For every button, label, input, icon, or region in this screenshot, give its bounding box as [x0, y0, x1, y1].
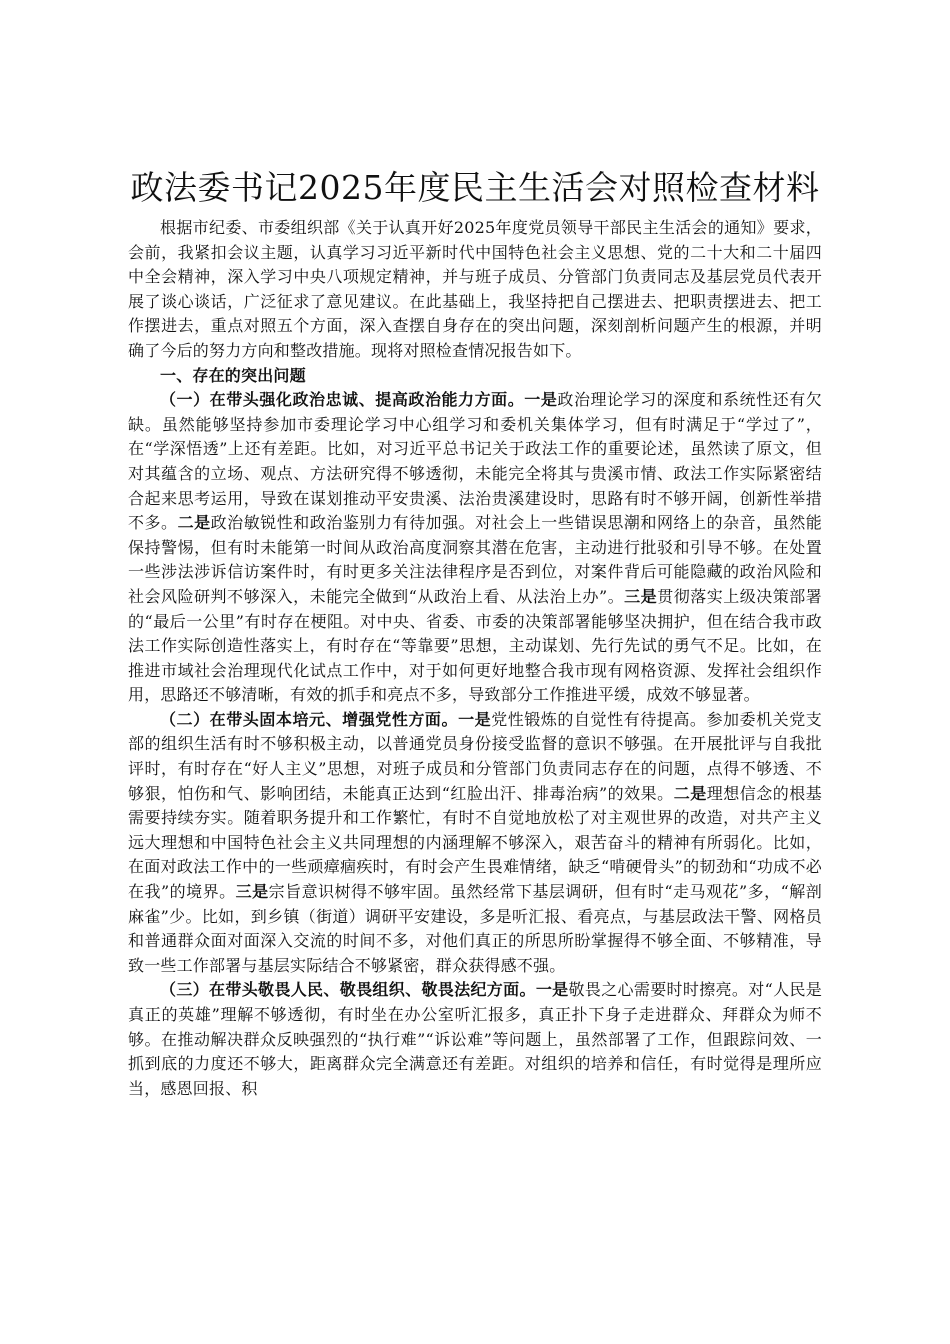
point-text: 党性锻炼的自觉性有待提高。参加委机关党支部的组织生活有时不够积极主动，以普通党员身份接受监督的意识不够强。在开展批评与自我批评时，有时存在“好人主义”思想，对班子成员和分管部门负责同志存在的问题，点得不够透、不够狠，怕伤和气、影响团结，未能真正达到“红脸出汗、排毒治病”的效果。 — [128, 709, 822, 803]
point-text: 宗旨意识树得不够牢固。虽然经常下基层调研，但有时“走马观花”多，“解剖麻雀”少。比如，到乡镇（街道）调研平安建设，多是听汇报、看亮点，与基层政法干警、网格员和普通群众面对面深入交流的时间不多，对他们真正的所思所盼掌握得不够全面、不够精准，导致一些工作部署与基层实际结合不够紧密，群众获得感不强。 — [128, 882, 822, 975]
document-body — [128, 166, 822, 1101]
paragraph-party-spirit — [128, 708, 822, 979]
point-text: 政治敏锐性和政治鉴别力有待加强。对社会上一些错误思潮和网络上的杂音，虽然能保持警惕，但有时未能第一时间从政治高度洞察其潜在危害，主动进行批驳和引导不够。在处置一些涉法涉诉信访案件时，有时更多关注法律程序是否到位，对案件背后可能隐藏的政治风险和社会风险研判不够深入，未能完全做到“从政治上看、从法治上办”。 — [128, 513, 822, 606]
section-heading: 一、存在的突出问题 — [160, 365, 306, 385]
point-marker: 二是 — [673, 783, 707, 803]
point-marker: 一是 — [524, 390, 558, 410]
subsection-heading: （一）在带头强化政治忠诚、提高政治能力方面。 — [160, 390, 525, 410]
paragraph-reverence — [128, 978, 822, 1101]
point-text: 敬畏之心需要时时擦亮。对“人民是真正的英雄”理解不够透彻，有时坐在办公室听汇报多，真正扑下身子走进群众、拜群众为师不够。在推动解决群众反映强烈的“执行难”“诉讼难”等问题上，虽然部署了工作，但跟踪问效、一抓到底的力度还不够大，距离群众完全满意还有差距。对组织的培养和信任，有时觉得是理所应当，感恩回报、积 — [128, 980, 822, 1098]
point-marker: 三是 — [235, 882, 269, 902]
document-title: 政法委书记2025年度民主生活会对照检查材料 — [130, 168, 820, 207]
paragraph-political-loyalty — [128, 388, 822, 708]
point-marker: 一是 — [535, 980, 569, 1000]
intro-paragraph: 根据市纪委、市委组织部《关于认真开好2025年度党员领导干部民主生活会的通知》要求，会前，我紧扣会议主题，认真学习习近平新时代中国特色社会主义思想、党的二十大和二十届四中全会精神，深入学习中央八项规定精神，并与班子成员、分管部门负责同志及基层党员代表开展了谈心谈话，广泛征求了意见建议。在此基础上，我坚持把自己摆进去、把职责摆进去、把工作摆进去，重点对照五个方面，深入查摆自身存在的突出问题，深刻剖析问题产生的根源，并明确了今后的努力方向和整改措施。现将对照检查情况报告如下。 — [128, 218, 822, 360]
point-marker: 一是 — [458, 709, 492, 729]
point-text: 理想信念的根基需要持续夯实。随着职务提升和工作繁忙，有时不自觉地放松了对主观世界的改造，对共产主义远大理想和中国特色社会主义共同理想的内涵理解不够深入，艰苦奋斗的精神有所弱化。比如，在面对政法工作中的一些顽瘴痼疾时，有时会产生畏难情绪，缺乏“啃硬骨头”的韧劲和“功成不必在我”的境界。 — [128, 783, 822, 902]
subsection-heading: （二）在带头固本培元、增强党性方面。 — [160, 709, 459, 729]
point-marker: 三是 — [624, 586, 658, 606]
point-marker: 二是 — [177, 513, 211, 533]
subsection-heading: （三）在带头敬畏人民、敬畏组织、敬畏法纪方面。 — [160, 980, 536, 1000]
point-text: 政治理论学习的深度和系统性还有欠缺。虽然能够坚持参加市委理论学习中心组学习和委机关集体学习，但有时满足于“学过了”，在“学深悟透”上还有差距。比如，对习近平总书记关于政法工作的重要论述，虽然读了原文，但对其蕴含的立场、观点、方法研究得不够透彻，未能完全将其与贵溪市情、政法工作实际紧密结合起来思考运用，导致在谋划推动平安贵溪、法治贵溪建设时，思路有时不够开阔，创新性举措不多。 — [128, 390, 823, 533]
point-text: 贯彻落实上级决策部署的“最后一公里”有时存在梗阻。对中央、省委、市委的决策部署能够坚决拥护，但在结合我市政法工作实际创造性落实上，有时存在“等靠要”思想，主动谋划、先行先试的勇气不足。比如，在推进市域社会治理现代化试点工作中，对于如何更好地整合我市现有网格资源、发挥社会组织作用，思路还不够清晰，有效的抓手和亮点不多，导致部分工作推进平缓，成效不够显著。 — [128, 586, 822, 705]
